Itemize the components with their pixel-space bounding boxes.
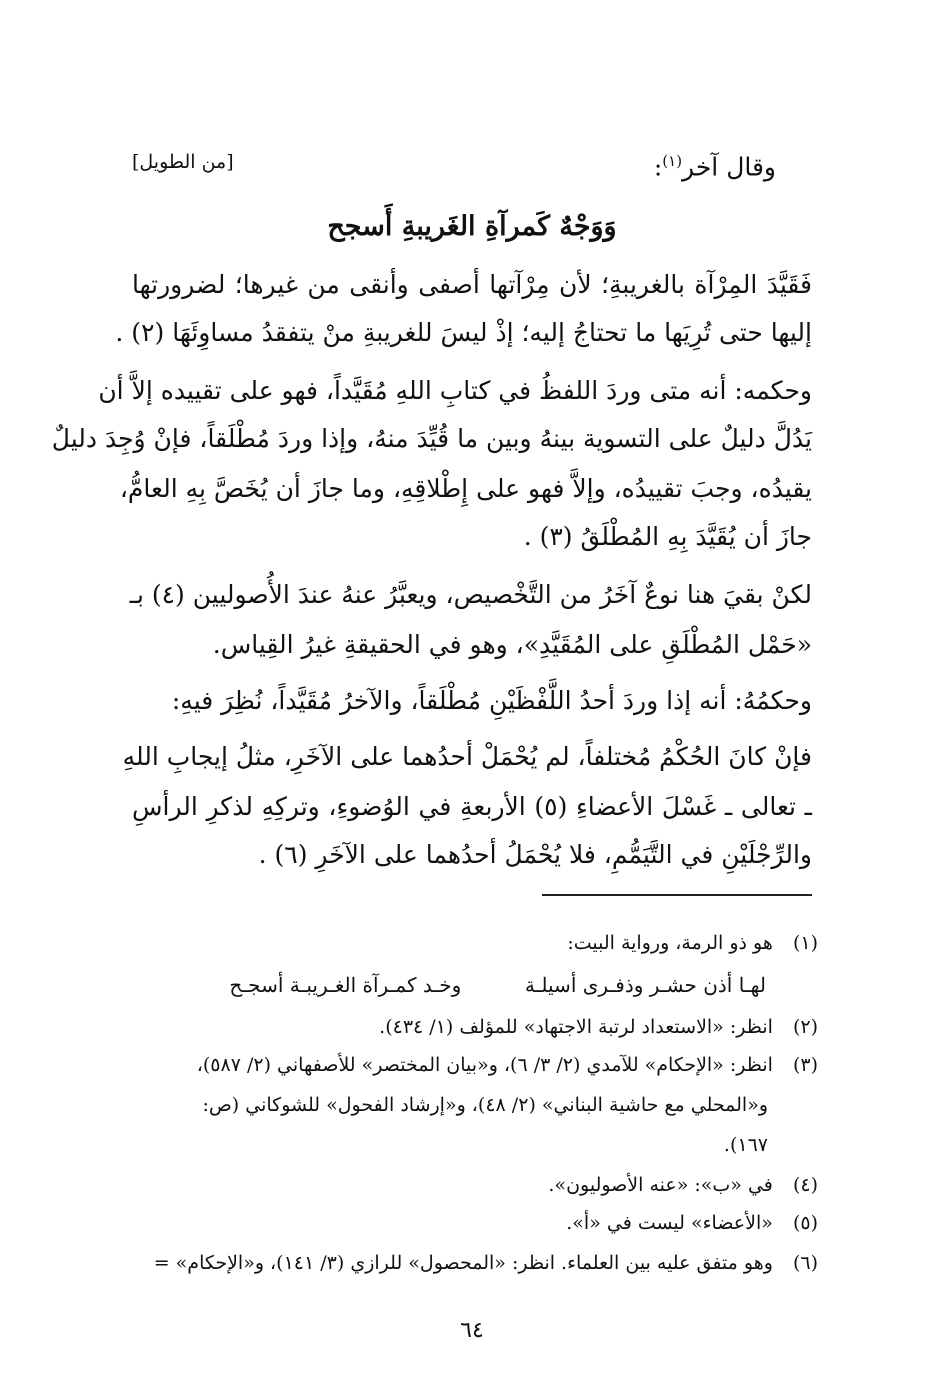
footnote-text: ١٦٧). <box>723 1134 768 1156</box>
footnote-2 <box>379 1012 818 1042</box>
body-line: فَقَيَّدَ المِرْآة بالغريبةِ؛ لأن مِرْآتها أصفى وأنقى من غيرها؛ لضرورتها <box>132 270 812 299</box>
body-line: فإنْ كانَ الحُكْمُ مُختلفاً، لم يُحْمَلْ أحدُهما على الآخَرِ، مثلُ إيجابِ اللهِ <box>122 742 812 771</box>
footnote-number: (٢) <box>792 1016 818 1038</box>
footnote-number: (٦) <box>792 1252 818 1274</box>
footnote-3-cont <box>724 1130 768 1160</box>
body-line: يقيدُه، وجبَ تقييدُه، وإلاَّ فهو على إِطْلاقِهِ، وما جازَ أن يُخَصَّ بِهِ العامُّ، <box>119 474 812 503</box>
body-line: «حَمْل المُطْلَقِ على المُقَيَّدِ»، وهو في الحقيقةِ غيرُ القِياس. <box>212 630 812 659</box>
footnote-text: و«المحلي مع حاشية البناني» (٢/ ٤٨)، و«إرشاد الفحول» للشوكاني (ص: <box>202 1094 768 1116</box>
footnote-text: انظر: «الاستعداد لرتبة الاجتهاد» للمؤلف (١/ ٤٣٤). <box>379 1016 773 1038</box>
footnote-text: وهو متفق عليه بين العلماء. انظر: «المحصول» للرازي (٣/ ١٤١)، و«الإحكام» = <box>153 1252 773 1274</box>
intro-text: وقال آخر <box>682 152 776 182</box>
intro-footnote-ref: (١) <box>662 152 683 170</box>
footnote-number: (٤) <box>792 1174 818 1196</box>
footnote-3-cont <box>202 1090 768 1120</box>
meter-label: [من الطويل] <box>132 151 234 173</box>
footnote-number: (١) <box>792 932 818 954</box>
footnote-separator <box>542 894 812 896</box>
footnote-number: (٥) <box>792 1212 818 1234</box>
footnote-text: انظر: «الإحكام» للآمدي (٢/ ٣/ ٦)، و«بيان المختصر» للأصفهاني (٢/ ٥٨٧)، <box>196 1054 773 1076</box>
page-number: ٦٤ <box>460 1318 484 1343</box>
footnote-1 <box>567 928 818 958</box>
intro-colon: : <box>653 152 663 182</box>
footnote-4 <box>548 1170 818 1200</box>
footnote-number: (٣) <box>792 1054 818 1076</box>
body-line: إليها حتى تُرِيَها ما تحتاجُ إليه؛ إذْ ليسَ للغريبةِ منْ يتفقدُ مساوِئَهَا (٢) . <box>115 318 812 347</box>
footnote-verse <box>229 970 766 1000</box>
body-line: ـ تعالى ـ غَسْلَ الأعضاءِ (٥) الأربعةِ في الوُضوءِ، وتركِهِ لذكرِ الرأسِ <box>132 792 812 821</box>
footnote-text: في «ب»: «عنه الأصوليون». <box>548 1174 773 1196</box>
footnote-3 <box>197 1050 818 1080</box>
body-line: وحكمُهُ: أنه إذا وردَ أحدُ اللَّفْظَيْنِ مُطْلَقاً، والآخرُ مُقَيَّداً، نُظِرَ فيهِ: <box>171 686 812 715</box>
body-line: لكنْ بقيَ هنا نوعٌ آخَرُ من التَّخْصيص، ويعبَّرُ عنهُ عندَ الأُصوليين (٤) بـ <box>129 580 812 609</box>
body-line: والرِّجْلَيْنِ في التَّيَمُّمِ، فلا يُحْمَلُ أحدُهما على الآخَرِ (٦) . <box>258 840 812 869</box>
footnote-text: لهـا أذن حشـر وذفـرى أسيلـة وخـد كمـرآة الغـريبـة أسجـح <box>229 973 766 997</box>
body-line: يَدُلَّ دليلٌ على التسوية بينهُ وبين ما قُيِّدَ منهُ، وإذا وردَ مُطْلَقاً، فإنْ وُجِدَ دليلٌ <box>51 424 812 453</box>
body-line: وحكمه: أنه متى وردَ اللفظُ في كتابِ اللهِ مُقَيَّداً، فهو على تقييده إلاَّ أن <box>98 376 812 405</box>
verse-line: وَوَجْهٌ كَمرآةِ الغَريبةِ أَسجح <box>327 211 617 242</box>
intro-line <box>654 144 776 184</box>
footnote-text: «الأعضاء» ليست في «أ». <box>566 1212 773 1234</box>
footnote-5 <box>566 1208 818 1238</box>
footnote-6 <box>154 1248 818 1278</box>
body-line: جازَ أن يُقَيَّدَ بِهِ المُطْلَقُ (٣) . <box>523 522 812 551</box>
footnote-text: هو ذو الرمة، ورواية البيت: <box>567 932 773 954</box>
